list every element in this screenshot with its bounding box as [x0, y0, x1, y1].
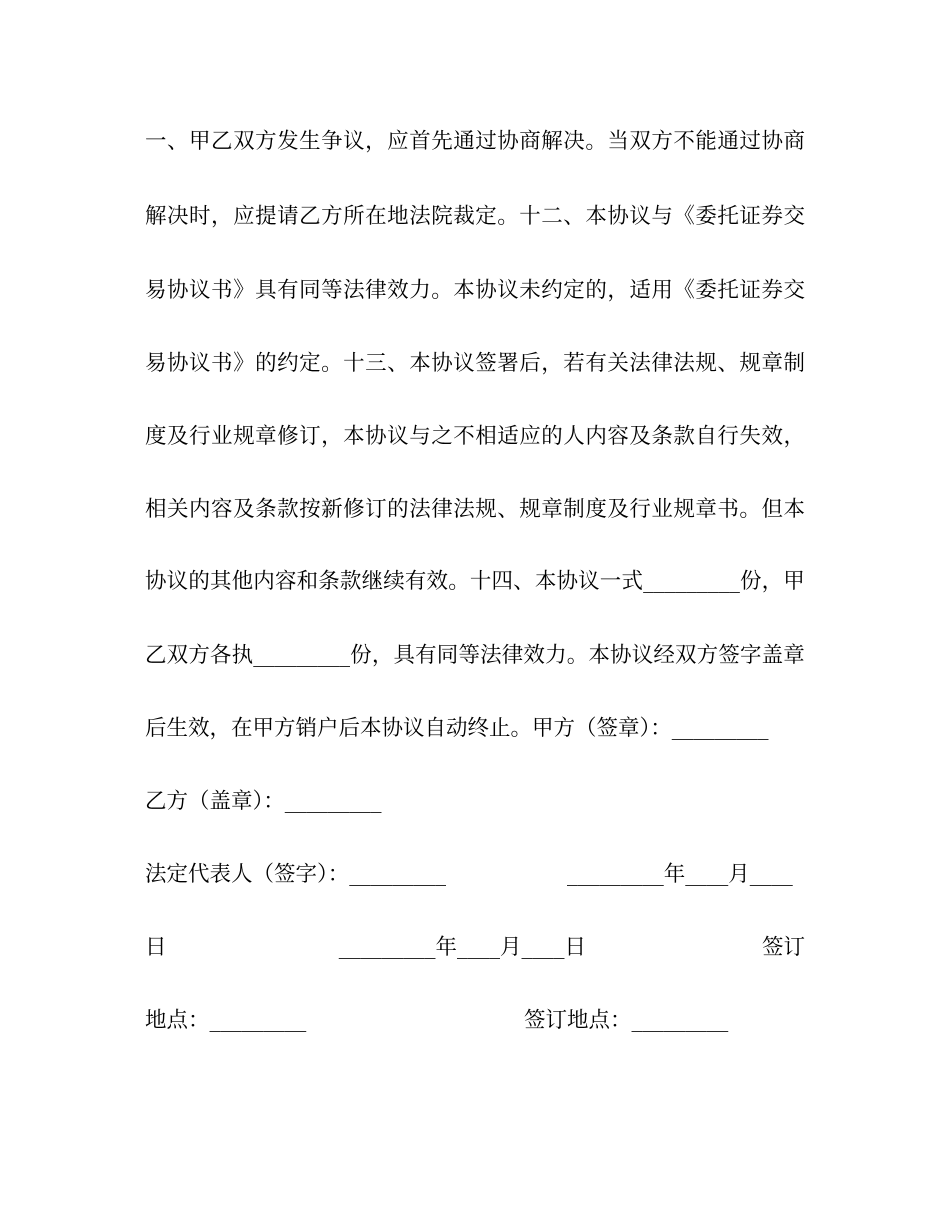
text-char: 》: [233, 351, 255, 376]
text-char: 十: [469, 569, 492, 594]
text-char: 协: [607, 204, 629, 229]
text-char: 书: [211, 278, 233, 303]
text-char: 。: [566, 643, 589, 668]
text-char: 双: [675, 643, 697, 668]
text-char: 关: [607, 351, 629, 376]
text-char: 适: [497, 424, 519, 449]
legal-rep-signature-field: 法定代表人（签字）：_________: [145, 862, 447, 887]
text-char: 议: [453, 351, 475, 376]
text-char: 议: [629, 204, 651, 229]
text-char: 能: [695, 129, 717, 154]
place-row: [145, 1005, 805, 1037]
text-char: 通: [717, 129, 739, 154]
date-field-right: _________年____月____: [567, 862, 793, 887]
text-char: 《: [673, 278, 695, 303]
text-char: 方: [188, 643, 210, 668]
text-char: 、: [497, 497, 519, 522]
text-char: 当: [607, 129, 629, 154]
text-char: 效: [761, 424, 783, 449]
text-char: 方: [651, 129, 673, 154]
text-char: 内: [189, 497, 211, 522]
text-char: 方: [321, 204, 343, 229]
text-char: 章: [541, 497, 563, 522]
text-char: 继: [361, 569, 384, 594]
text-char: 适: [629, 278, 651, 303]
text-char: 各: [209, 643, 232, 668]
text-char: 度: [585, 497, 607, 522]
text-char: 商: [783, 129, 805, 154]
text-char: 等: [458, 643, 480, 668]
legal-rep-row: [145, 859, 805, 891]
text-char: 执: [231, 643, 254, 668]
text-char: 的: [387, 497, 409, 522]
text-char: 、: [563, 204, 585, 229]
text-char: ，: [371, 643, 394, 668]
text-char: 十: [519, 204, 541, 229]
blank-fill-line: _________: [253, 643, 351, 668]
text-char: 商: [519, 129, 541, 154]
text-char: 所: [343, 204, 365, 229]
text-char: 书: [717, 497, 739, 522]
text-char: 具: [255, 278, 277, 303]
text-char: 。: [585, 129, 607, 154]
text-char: 券: [761, 204, 783, 229]
text-char: 解: [145, 204, 167, 229]
text-char: 证: [739, 278, 761, 303]
text-char: 。: [431, 278, 453, 303]
paragraph-line-8: [145, 640, 805, 672]
text-char: 款: [339, 569, 362, 594]
place-field-left: 地点：_________: [145, 1008, 307, 1033]
text-char: 甲: [189, 129, 211, 154]
text-char: 盖: [761, 643, 784, 668]
text-char: 议: [631, 643, 654, 668]
text-char: 发: [277, 129, 299, 154]
text-char: 用: [651, 278, 673, 303]
text-char: 托: [717, 204, 739, 229]
text-char: ，: [761, 569, 784, 594]
text-char: 。: [448, 569, 470, 594]
text-char: 协: [431, 351, 453, 376]
text-char: 力: [409, 278, 431, 303]
date-field-center: _________年____月____日: [338, 935, 586, 960]
text-char: 失: [739, 424, 761, 449]
text-char: 效: [387, 278, 409, 303]
text-char: 效: [426, 569, 449, 594]
text-char: 解: [541, 129, 563, 154]
text-char: 份: [350, 643, 372, 668]
text-char: 签: [475, 351, 497, 376]
text-char: 约: [277, 351, 299, 376]
text-char: 的: [541, 424, 563, 449]
text-char: 相: [145, 497, 167, 522]
text-char: 过: [739, 129, 761, 154]
blank-fill-line: _________: [643, 569, 740, 594]
text-char: 不: [453, 424, 475, 449]
text-char: 在: [365, 204, 387, 229]
text-char: 本: [343, 424, 365, 449]
text-char: 律: [431, 497, 453, 522]
text-char: ，: [607, 278, 629, 303]
text-char: 修: [343, 497, 365, 522]
paragraph-line-5: [145, 421, 805, 453]
text-char: 、: [387, 351, 409, 376]
text-char: 定: [299, 351, 321, 376]
text-char: 议: [578, 569, 600, 594]
text-char: 议: [497, 278, 519, 303]
text-char: 订: [365, 497, 387, 522]
text-char: 按: [299, 497, 321, 522]
text-char: 签: [718, 643, 740, 668]
text-char: 托: [717, 278, 739, 303]
text-char: 本: [534, 569, 557, 594]
party-b-seal-line: 乙方（盖章）：_________: [145, 789, 382, 814]
text-char: 协: [167, 278, 189, 303]
text-char: 字: [739, 643, 762, 668]
text-char: 协: [475, 278, 497, 303]
text-char: 乙: [211, 129, 233, 154]
text-char: 双: [233, 129, 255, 154]
text-char: 协: [145, 569, 167, 594]
text-char: 续: [383, 569, 405, 594]
text-char: 本: [783, 497, 805, 522]
text-char: 请: [277, 204, 299, 229]
text-char: 未: [519, 278, 541, 303]
text-char: ，: [321, 424, 343, 449]
text-char: 内: [585, 424, 607, 449]
text-char: ，: [211, 204, 233, 229]
text-char: 议: [189, 351, 211, 376]
text-char: 法: [409, 497, 431, 522]
text-char: 、: [513, 569, 535, 594]
text-char: 及: [167, 424, 189, 449]
paragraph-line-9: 后生效，在甲方销户后本协议自动终止。甲方（签章）：_________: [145, 716, 769, 741]
text-char: 约: [541, 278, 563, 303]
text-char: 双: [629, 129, 651, 154]
text-char: 易: [145, 278, 167, 303]
text-char: 应: [233, 204, 255, 229]
text-char: 甲: [783, 569, 805, 594]
text-char: 本: [409, 351, 431, 376]
text-char: 定: [475, 204, 497, 229]
text-char: 法: [480, 643, 502, 668]
text-char: 度: [145, 424, 167, 449]
text-char: 容: [211, 497, 233, 522]
text-char: 款: [277, 497, 299, 522]
text-char: 经: [653, 643, 675, 668]
text-char: 法: [673, 351, 695, 376]
text-char: ，: [541, 351, 563, 376]
text-char: 法: [409, 204, 431, 229]
text-char: 行: [189, 424, 211, 449]
text-char: 业: [211, 424, 233, 449]
text-char: 》: [233, 278, 255, 303]
text-char: 等: [321, 278, 343, 303]
text-char: 提: [255, 204, 277, 229]
text-char: 份: [739, 569, 762, 594]
text-char: 《: [673, 204, 695, 229]
text-char: 、: [717, 351, 739, 376]
text-char: 本: [585, 204, 607, 229]
text-char: 关: [167, 497, 189, 522]
text-char: 式: [621, 569, 643, 594]
text-char: 行: [717, 424, 739, 449]
text-char: 业: [651, 497, 673, 522]
date-row: [145, 932, 805, 964]
text-char: 与: [651, 204, 673, 229]
text-char: 容: [607, 424, 629, 449]
text-char: 有: [404, 569, 427, 594]
text-char: 院: [431, 204, 453, 229]
text-char: 协: [365, 424, 387, 449]
text-char: 同: [436, 643, 459, 668]
text-char: 委: [695, 204, 717, 229]
text-char: 方: [696, 643, 719, 668]
day-label: 日: [145, 935, 167, 960]
text-char: 先: [431, 129, 453, 154]
text-char: 乙: [299, 204, 321, 229]
text-char: 协: [556, 569, 578, 594]
text-char: 。: [739, 497, 761, 522]
text-char: 新: [321, 497, 343, 522]
text-char: 应: [387, 129, 409, 154]
text-char: 地: [387, 204, 409, 229]
text-char: 生: [299, 129, 321, 154]
paragraph-line-3: [145, 275, 805, 307]
text-char: 修: [277, 424, 299, 449]
text-char: 章: [783, 643, 805, 668]
paragraph-line-7: [145, 566, 805, 598]
text-char: 通: [453, 129, 475, 154]
text-char: 之: [431, 424, 453, 449]
place-field-right: 签订地点：_________: [524, 1008, 729, 1033]
text-char: 自: [695, 424, 717, 449]
text-char: 人: [563, 424, 585, 449]
text-char: 协: [610, 643, 632, 668]
text-char: 规: [233, 424, 255, 449]
text-char: 章: [255, 424, 277, 449]
text-char: 过: [475, 129, 497, 154]
text-char: 具: [393, 643, 415, 668]
text-char: 条: [651, 424, 673, 449]
text-char: 律: [365, 278, 387, 303]
text-char: 的: [255, 351, 277, 376]
text-char: 首: [409, 129, 431, 154]
text-char: 本: [453, 278, 475, 303]
text-char: 与: [409, 424, 431, 449]
text-char: 不: [673, 129, 695, 154]
text-char: 协: [167, 351, 189, 376]
text-char: 易: [145, 351, 167, 376]
text-char: 条: [318, 569, 340, 594]
text-char: 本: [588, 643, 610, 668]
text-char: 议: [343, 129, 365, 154]
text-char: 协: [761, 129, 783, 154]
text-char: 其: [209, 569, 232, 594]
text-char: 二: [541, 204, 563, 229]
text-char: 一: [145, 129, 167, 154]
text-char: 内: [253, 569, 275, 594]
text-char: 款: [673, 424, 695, 449]
text-char: 三: [365, 351, 387, 376]
text-char: 议: [387, 424, 409, 449]
text-char: 法: [453, 497, 475, 522]
text-char: 定: [563, 278, 585, 303]
text-char: 若: [563, 351, 585, 376]
text-char: 和: [296, 569, 319, 594]
text-char: 方: [255, 129, 277, 154]
text-char: 交: [783, 204, 805, 229]
paragraph-line-4: [145, 348, 805, 380]
text-char: 证: [739, 204, 761, 229]
text-char: 及: [233, 497, 255, 522]
text-char: 制: [563, 497, 585, 522]
text-char: 法: [629, 351, 651, 376]
text-char: 议: [166, 569, 189, 594]
text-char: 争: [321, 129, 343, 154]
paragraph-line-6: [145, 494, 805, 526]
text-char: 效: [523, 643, 545, 668]
text-char: 后: [519, 351, 541, 376]
text-char: 书: [211, 351, 233, 376]
text-char: 规: [673, 497, 695, 522]
text-char: 交: [783, 278, 805, 303]
text-char: 券: [761, 278, 783, 303]
text-char: 但: [761, 497, 783, 522]
text-char: 行: [629, 497, 651, 522]
text-char: 协: [497, 129, 519, 154]
text-char: 十: [343, 351, 365, 376]
text-char: 规: [475, 497, 497, 522]
text-char: 条: [255, 497, 277, 522]
text-char: 。: [497, 204, 519, 229]
text-char: 、: [167, 129, 189, 154]
text-char: 双: [166, 643, 189, 668]
text-char: 制: [783, 351, 805, 376]
text-char: 及: [629, 424, 651, 449]
text-char: 相: [475, 424, 497, 449]
text-char: 订: [299, 424, 321, 449]
paragraph-line-1: [145, 126, 805, 158]
text-char: 裁: [453, 204, 475, 229]
text-char: 及: [607, 497, 629, 522]
text-char: 律: [501, 643, 524, 668]
text-char: 容: [274, 569, 297, 594]
sign-place-label: 签订: [761, 935, 805, 960]
text-char: 有: [415, 643, 437, 668]
text-char: 的: [585, 278, 607, 303]
text-char: 同: [299, 278, 321, 303]
text-char: 议: [189, 278, 211, 303]
text-char: 应: [519, 424, 541, 449]
text-char: ，: [783, 424, 805, 449]
text-char: 有: [585, 351, 607, 376]
text-char: 署: [497, 351, 519, 376]
text-char: 规: [739, 351, 761, 376]
text-char: 规: [695, 351, 717, 376]
text-char: 他: [231, 569, 254, 594]
text-char: 四: [491, 569, 514, 594]
text-char: 章: [695, 497, 717, 522]
text-char: 。: [321, 351, 343, 376]
text-char: 法: [343, 278, 365, 303]
text-char: 决: [167, 204, 189, 229]
text-char: 力: [545, 643, 567, 668]
text-char: 章: [761, 351, 783, 376]
text-char: 的: [188, 569, 210, 594]
text-char: 时: [189, 204, 211, 229]
text-char: 一: [599, 569, 622, 594]
text-char: 律: [651, 351, 673, 376]
text-char: 有: [277, 278, 299, 303]
paragraph-line-2: [145, 201, 805, 233]
text-char: 乙: [145, 643, 167, 668]
text-char: 规: [519, 497, 541, 522]
text-char: 决: [563, 129, 585, 154]
text-char: ，: [365, 129, 387, 154]
text-char: 委: [695, 278, 717, 303]
